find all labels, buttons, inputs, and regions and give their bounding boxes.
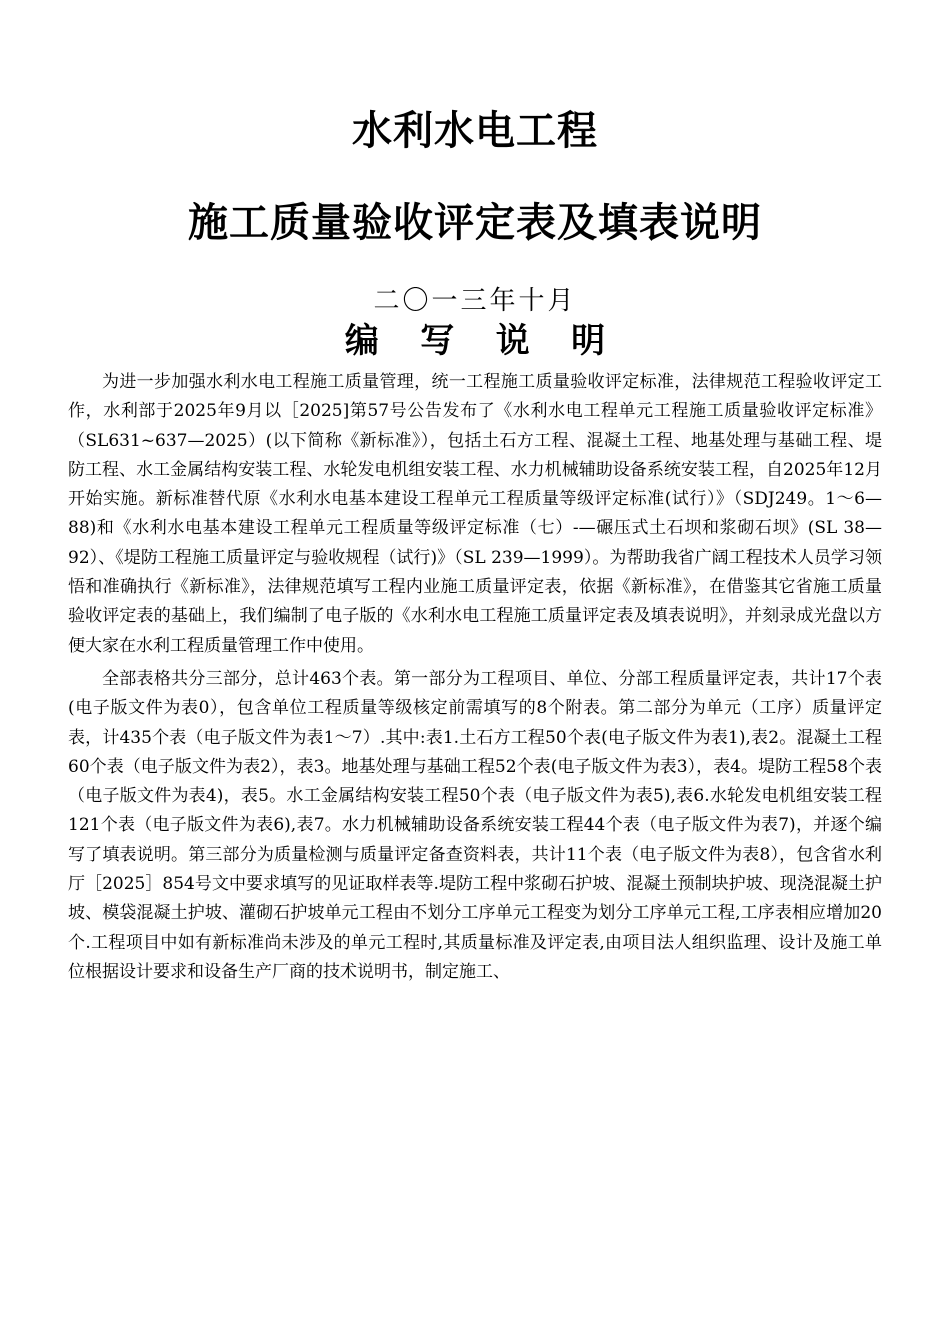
paragraph-1: 为进一步加强水利水电工程施工质量管理，统一工程施工质量验收评定标准，法律规范工程验收评定工作，水利部于2025年9月以［2025]第57号公告发布了《水利水电工程单元工程施工质量验收评定标准》（SL631~637—2025）(以下简称《新标准》），包括土石方工程、混凝土工程、地基处理与基础工程、堤防工程、水工金属结构安装工程、水轮发电机组安装工程、水力机械辅助设备系统安装工程，自2025年12月开始实施。新标准替代原《水利水电基本建设工程单元工程质量等级评定标准(试行）》（SDJ249。1～6—88)和《水利水电基本建设工程单元工程质量等级评定标准（七）-—碾压式土石坝和浆砌石坝》(SL 38—92）、《堤防工程施工质量评定与验收规程（试行)》（SL 239—1999）。为帮助我省广阔工程技术人员学习领悟和准确执行《新标准》，法律规范填写工程内业施工质量评定表，依据《新标准》，在借鉴其它省施工质量验收评定表的基础上，我们编制了电子版的《水利水电工程施工质量评定表及填表说明》，并刻录成光盘以方便大家在水利工程质量管理工作中使用。 bbox=[68, 372, 883, 656]
body-text bbox=[68, 368, 882, 987]
document-title-line-2: 施工质量验收评定表及填表说明 bbox=[188, 201, 762, 245]
section-heading: 编 写 说 明 bbox=[344, 322, 622, 360]
document-date: 二〇一三年十月 bbox=[373, 285, 577, 315]
document-title-line-1: 水利水电工程 bbox=[352, 109, 598, 153]
paragraph-2: 全部表格共分三部分，总计463个表。第一部分为工程项目、单位、分部工程质量评定表，共计17个表(电子版文件为表0），包含单位工程质量等级核定前需填写的8个附表。第二部分为单元（工序）质量评定表，计435个表（电子版文件为表1～7）.其中:表1.土石方工程50个表(电子版文件为表1),表2。混凝土工程60个表（电子版文件为表2），表3。地基处理与基础工程52个表(电子版文件为表3），表4。堤防工程58个表（电子版文件为表4)，表5。水工金属结构安装工程50个表（电子版文件为表5),表6.水轮发电机组安装工程121个表（电子版文件为表6),表7。水力机械辅助设备系统安装工程44个表（电子版文件为表7)，并逐个编写了填表说明。第三部分为质量检测与质量评定备查资料表，共计11个表（电子版文件为表8），包含省水利厅［2025］854号文中要求填写的见证取样表等.堤防工程中浆砌石护坡、混凝土预制块护坡、现浇混凝土护坡、模袋混凝土护坡、灌砌石护坡单元工程由不划分工序单元工程变为划分工序单元工程,工序表相应增加20个.工程项目中如有新标准尚未涉及的单元工程时,其质量标准及评定表,由项目法人组织监理、设计及施工单位根据设计要求和设备生产厂商的技术说明书，制定施工、 bbox=[68, 668, 882, 982]
